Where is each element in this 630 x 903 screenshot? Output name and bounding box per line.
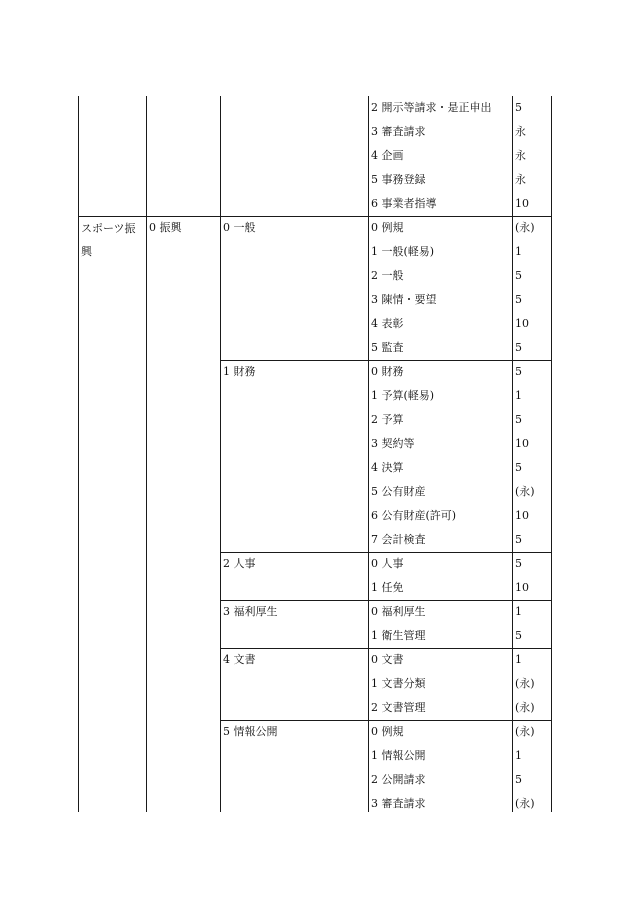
retention-cell: 5 xyxy=(515,773,522,786)
item-cell: 5 情報公開 xyxy=(223,725,278,738)
table-row xyxy=(78,600,551,624)
column-rule xyxy=(551,96,552,812)
detail-cell: 1 一般(軽易) xyxy=(371,245,435,258)
detail-cell: 3 陳情・要望 xyxy=(371,293,437,306)
table-row xyxy=(78,432,551,456)
table-row xyxy=(78,744,551,768)
row-rule xyxy=(220,600,552,601)
row-rule xyxy=(78,216,552,217)
detail-cell: 4 企画 xyxy=(371,149,404,162)
detail-cell: 2 公開請求 xyxy=(371,773,426,786)
table-row xyxy=(78,144,551,168)
table-row xyxy=(78,384,551,408)
retention-cell: 5 xyxy=(515,293,522,306)
retention-cell: 5 xyxy=(515,269,522,282)
retention-cell: 10 xyxy=(515,197,529,210)
division-cell: 0 振興 xyxy=(149,221,182,234)
detail-cell: 0 文書 xyxy=(371,653,404,666)
table-row xyxy=(78,408,551,432)
retention-cell: 5 xyxy=(515,461,522,474)
retention-cell: (永) xyxy=(515,797,535,810)
detail-cell: 1 情報公開 xyxy=(371,749,426,762)
retention-cell: 永 xyxy=(515,125,526,138)
retention-cell: 5 xyxy=(515,629,522,642)
detail-cell: 0 例規 xyxy=(371,221,404,234)
table-row xyxy=(78,192,551,216)
retention-cell: (永) xyxy=(515,701,535,714)
table-row xyxy=(78,288,551,312)
item-cell: 1 財務 xyxy=(223,365,256,378)
detail-cell: 1 予算(軽易) xyxy=(371,389,435,402)
retention-cell: (永) xyxy=(515,221,535,234)
category-cell: スポーツ振興 xyxy=(81,222,136,258)
table-row xyxy=(78,552,551,576)
table-row xyxy=(78,696,551,720)
detail-cell: 5 事務登録 xyxy=(371,173,426,186)
table-row xyxy=(78,480,551,504)
retention-cell: 10 xyxy=(515,437,529,450)
table-row xyxy=(78,336,551,360)
item-cell: 2 人事 xyxy=(223,557,256,570)
retention-cell: 1 xyxy=(515,653,522,666)
detail-cell: 2 一般 xyxy=(371,269,404,282)
retention-cell: 永 xyxy=(515,173,526,186)
row-rule xyxy=(220,648,552,649)
retention-cell: 10 xyxy=(515,317,529,330)
detail-cell: 0 福利厚生 xyxy=(371,605,426,618)
retention-cell: 10 xyxy=(515,581,529,594)
retention-cell: 5 xyxy=(515,365,522,378)
table-row xyxy=(78,576,551,600)
table-row xyxy=(78,240,551,264)
retention-cell: 5 xyxy=(515,557,522,570)
retention-cell: 1 xyxy=(515,245,522,258)
retention-cell: 5 xyxy=(515,341,522,354)
classification-table xyxy=(78,96,551,812)
retention-cell: 5 xyxy=(515,413,522,426)
table-row xyxy=(78,624,551,648)
retention-cell: 10 xyxy=(515,509,529,522)
table-row xyxy=(78,168,551,192)
table-row xyxy=(78,120,551,144)
detail-cell: 1 任免 xyxy=(371,581,404,594)
retention-cell: (永) xyxy=(515,725,535,738)
retention-cell: 1 xyxy=(515,749,522,762)
detail-cell: 4 決算 xyxy=(371,461,404,474)
detail-cell: 0 財務 xyxy=(371,365,404,378)
table-row xyxy=(78,648,551,672)
detail-cell: 6 公有財産(許可) xyxy=(371,509,457,522)
table-row xyxy=(78,528,551,552)
table-row xyxy=(78,504,551,528)
table-row xyxy=(78,312,551,336)
detail-cell: 4 表彰 xyxy=(371,317,404,330)
retention-cell: (永) xyxy=(515,485,535,498)
detail-cell: 1 衛生管理 xyxy=(371,629,426,642)
table-row xyxy=(78,720,551,744)
item-cell: 0 一般 xyxy=(223,221,256,234)
table-row xyxy=(78,360,551,384)
retention-cell: (永) xyxy=(515,677,535,690)
detail-cell: 2 開示等請求・是正申出 xyxy=(371,101,492,114)
detail-cell: 0 例規 xyxy=(371,725,404,738)
detail-cell: 3 審査請求 xyxy=(371,797,426,810)
retention-cell: 1 xyxy=(515,389,522,402)
detail-cell: 5 公有財産 xyxy=(371,485,426,498)
detail-cell: 1 文書分類 xyxy=(371,677,426,690)
table-row xyxy=(78,792,551,816)
item-cell: 4 文書 xyxy=(223,653,256,666)
row-rule xyxy=(220,552,552,553)
detail-cell: 3 契約等 xyxy=(371,437,415,450)
table-row xyxy=(78,768,551,792)
detail-cell: 5 監査 xyxy=(371,341,404,354)
detail-cell: 0 人事 xyxy=(371,557,404,570)
retention-cell: 5 xyxy=(515,533,522,546)
retention-cell: 永 xyxy=(515,149,526,162)
detail-cell: 2 予算 xyxy=(371,413,404,426)
retention-cell: 1 xyxy=(515,605,522,618)
detail-cell: 6 事業者指導 xyxy=(371,197,437,210)
row-rule xyxy=(220,720,552,721)
table-row xyxy=(78,456,551,480)
table-row xyxy=(78,264,551,288)
detail-cell: 7 会計検査 xyxy=(371,533,426,546)
row-rule xyxy=(220,360,552,361)
table-row xyxy=(78,672,551,696)
retention-cell: 5 xyxy=(515,101,522,114)
detail-cell: 3 審査請求 xyxy=(371,125,426,138)
detail-cell: 2 文書管理 xyxy=(371,701,426,714)
item-cell: 3 福利厚生 xyxy=(223,605,278,618)
